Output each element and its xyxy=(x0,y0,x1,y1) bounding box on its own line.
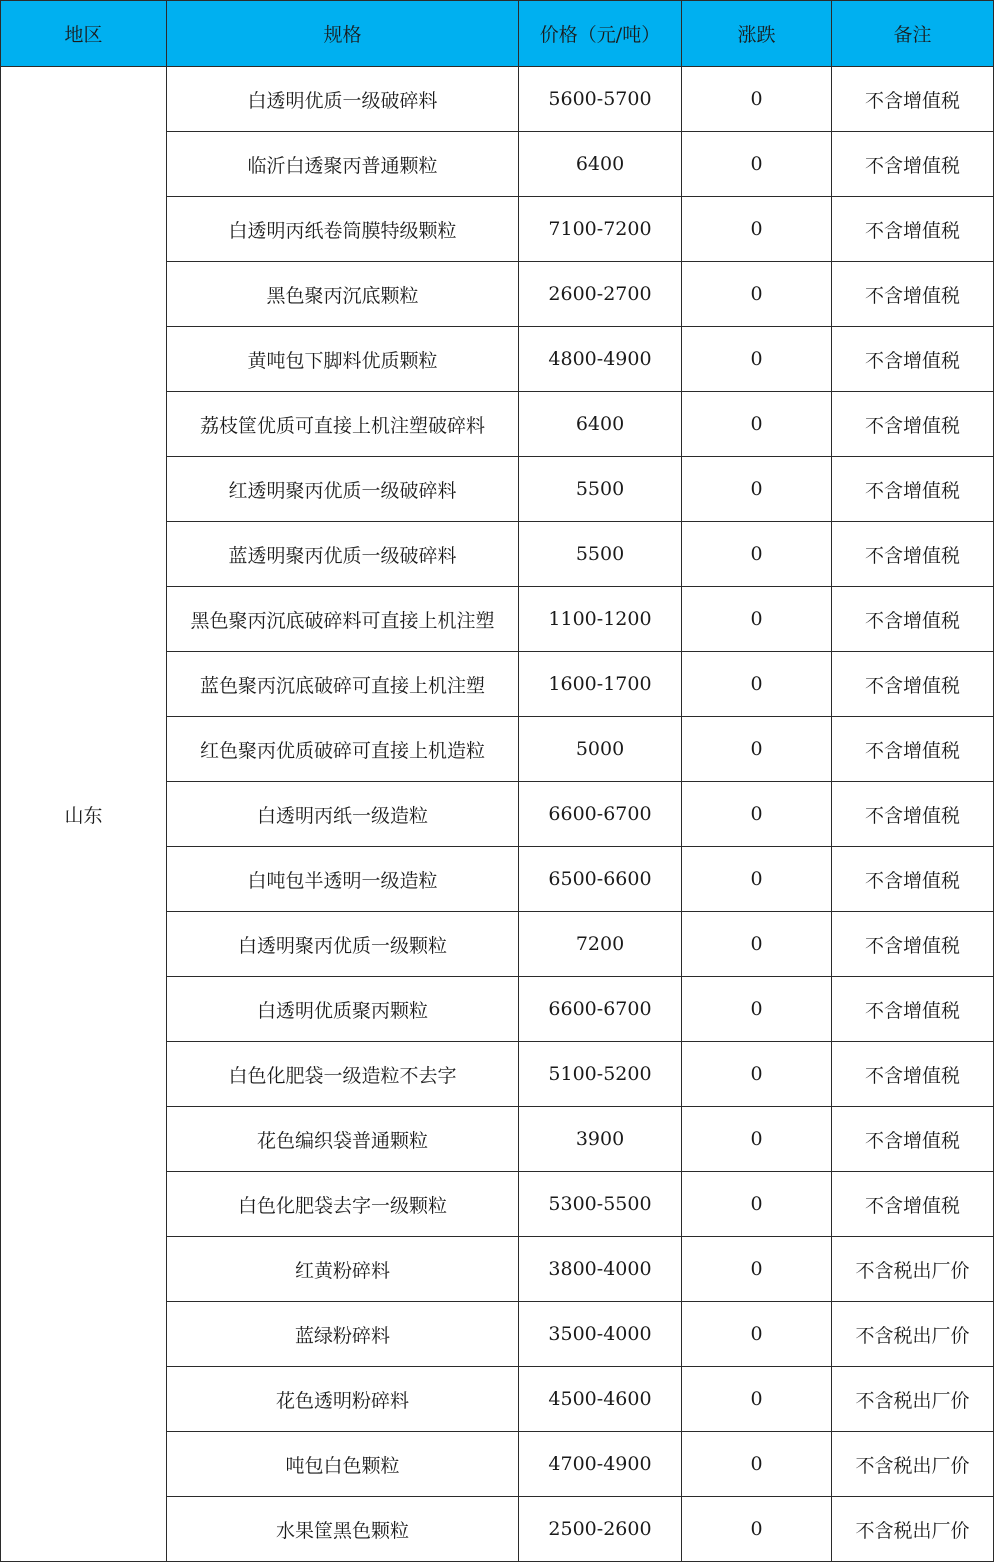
note-cell: 不含增值税 xyxy=(832,912,994,977)
table-body xyxy=(1,67,994,1562)
note-cell: 不含税出厂价 xyxy=(832,1367,994,1432)
header-region: 地区 xyxy=(1,1,167,67)
spec-cell: 红色聚丙优质破碎可直接上机造粒 xyxy=(167,717,519,782)
change-cell: 0 xyxy=(682,132,832,197)
spec-cell: 白透明优质一级破碎料 xyxy=(167,67,519,132)
header-note: 备注 xyxy=(832,1,994,67)
price-cell: 5500 xyxy=(519,522,682,587)
change-cell: 0 xyxy=(682,457,832,522)
note-cell: 不含税出厂价 xyxy=(832,1302,994,1367)
change-cell: 0 xyxy=(682,392,832,457)
spec-cell: 蓝色聚丙沉底破碎可直接上机注塑 xyxy=(167,652,519,717)
spec-cell: 白透明聚丙优质一级颗粒 xyxy=(167,912,519,977)
change-cell: 0 xyxy=(682,587,832,652)
spec-cell: 蓝绿粉碎料 xyxy=(167,1302,519,1367)
note-cell: 不含增值税 xyxy=(832,1042,994,1107)
note-cell: 不含增值税 xyxy=(832,197,994,262)
price-cell: 5300-5500 xyxy=(519,1172,682,1237)
price-cell: 7100-7200 xyxy=(519,197,682,262)
note-cell: 不含增值税 xyxy=(832,717,994,782)
note-cell: 不含增值税 xyxy=(832,977,994,1042)
change-cell: 0 xyxy=(682,1302,832,1367)
note-cell: 不含增值税 xyxy=(832,1172,994,1237)
note-cell: 不含增值税 xyxy=(832,262,994,327)
price-cell: 3900 xyxy=(519,1107,682,1172)
spec-cell: 白透明优质聚丙颗粒 xyxy=(167,977,519,1042)
note-cell: 不含增值税 xyxy=(832,392,994,457)
price-cell: 3500-4000 xyxy=(519,1302,682,1367)
change-cell: 0 xyxy=(682,1107,832,1172)
change-cell: 0 xyxy=(682,717,832,782)
note-cell: 不含增值税 xyxy=(832,587,994,652)
price-cell: 1100-1200 xyxy=(519,587,682,652)
table-row xyxy=(1,67,994,132)
spec-cell: 白色化肥袋去字一级颗粒 xyxy=(167,1172,519,1237)
change-cell: 0 xyxy=(682,197,832,262)
change-cell: 0 xyxy=(682,1367,832,1432)
change-cell: 0 xyxy=(682,327,832,392)
note-cell: 不含增值税 xyxy=(832,327,994,392)
change-cell: 0 xyxy=(682,847,832,912)
change-cell: 0 xyxy=(682,522,832,587)
region-cell: 山东 xyxy=(1,67,167,1562)
spec-cell: 红透明聚丙优质一级破碎料 xyxy=(167,457,519,522)
header-price: 价格（元/吨） xyxy=(519,1,682,67)
price-cell: 4700-4900 xyxy=(519,1432,682,1497)
change-cell: 0 xyxy=(682,652,832,717)
spec-cell: 临沂白透聚丙普通颗粒 xyxy=(167,132,519,197)
price-cell: 7200 xyxy=(519,912,682,977)
note-cell: 不含税出厂价 xyxy=(832,1432,994,1497)
note-cell: 不含增值税 xyxy=(832,132,994,197)
spec-cell: 黄吨包下脚料优质颗粒 xyxy=(167,327,519,392)
change-cell: 0 xyxy=(682,782,832,847)
change-cell: 0 xyxy=(682,1172,832,1237)
change-cell: 0 xyxy=(682,67,832,132)
price-cell: 5500 xyxy=(519,457,682,522)
price-cell: 6600-6700 xyxy=(519,782,682,847)
note-cell: 不含增值税 xyxy=(832,1107,994,1172)
note-cell: 不含增值税 xyxy=(832,847,994,912)
spec-cell: 白透明丙纸卷筒膜特级颗粒 xyxy=(167,197,519,262)
spec-cell: 红黄粉碎料 xyxy=(167,1237,519,1302)
header-change: 涨跌 xyxy=(682,1,832,67)
note-cell: 不含税出厂价 xyxy=(832,1237,994,1302)
header-row xyxy=(1,1,994,67)
price-cell: 5100-5200 xyxy=(519,1042,682,1107)
change-cell: 0 xyxy=(682,977,832,1042)
note-cell: 不含增值税 xyxy=(832,782,994,847)
note-cell: 不含税出厂价 xyxy=(832,1497,994,1562)
spec-cell: 吨包白色颗粒 xyxy=(167,1432,519,1497)
price-cell: 1600-1700 xyxy=(519,652,682,717)
spec-cell: 黑色聚丙沉底颗粒 xyxy=(167,262,519,327)
price-cell: 6400 xyxy=(519,132,682,197)
price-cell: 6500-6600 xyxy=(519,847,682,912)
change-cell: 0 xyxy=(682,1237,832,1302)
price-cell: 2600-2700 xyxy=(519,262,682,327)
price-cell: 4800-4900 xyxy=(519,327,682,392)
spec-cell: 花色编织袋普通颗粒 xyxy=(167,1107,519,1172)
change-cell: 0 xyxy=(682,262,832,327)
price-cell: 6600-6700 xyxy=(519,977,682,1042)
spec-cell: 水果筐黑色颗粒 xyxy=(167,1497,519,1562)
price-cell: 4500-4600 xyxy=(519,1367,682,1432)
note-cell: 不含增值税 xyxy=(832,652,994,717)
price-cell: 2500-2600 xyxy=(519,1497,682,1562)
spec-cell: 白色化肥袋一级造粒不去字 xyxy=(167,1042,519,1107)
spec-cell: 荔枝筐优质可直接上机注塑破碎料 xyxy=(167,392,519,457)
price-cell: 5000 xyxy=(519,717,682,782)
spec-cell: 白吨包半透明一级造粒 xyxy=(167,847,519,912)
price-cell: 6400 xyxy=(519,392,682,457)
note-cell: 不含增值税 xyxy=(832,522,994,587)
note-cell: 不含增值税 xyxy=(832,457,994,522)
price-cell: 5600-5700 xyxy=(519,67,682,132)
change-cell: 0 xyxy=(682,912,832,977)
note-cell: 不含增值税 xyxy=(832,67,994,132)
change-cell: 0 xyxy=(682,1042,832,1107)
spec-cell: 黑色聚丙沉底破碎料可直接上机注塑 xyxy=(167,587,519,652)
spec-cell: 白透明丙纸一级造粒 xyxy=(167,782,519,847)
spec-cell: 花色透明粉碎料 xyxy=(167,1367,519,1432)
change-cell: 0 xyxy=(682,1497,832,1562)
change-cell: 0 xyxy=(682,1432,832,1497)
header-spec: 规格 xyxy=(167,1,519,67)
price-cell: 3800-4000 xyxy=(519,1237,682,1302)
spec-cell: 蓝透明聚丙优质一级破碎料 xyxy=(167,522,519,587)
